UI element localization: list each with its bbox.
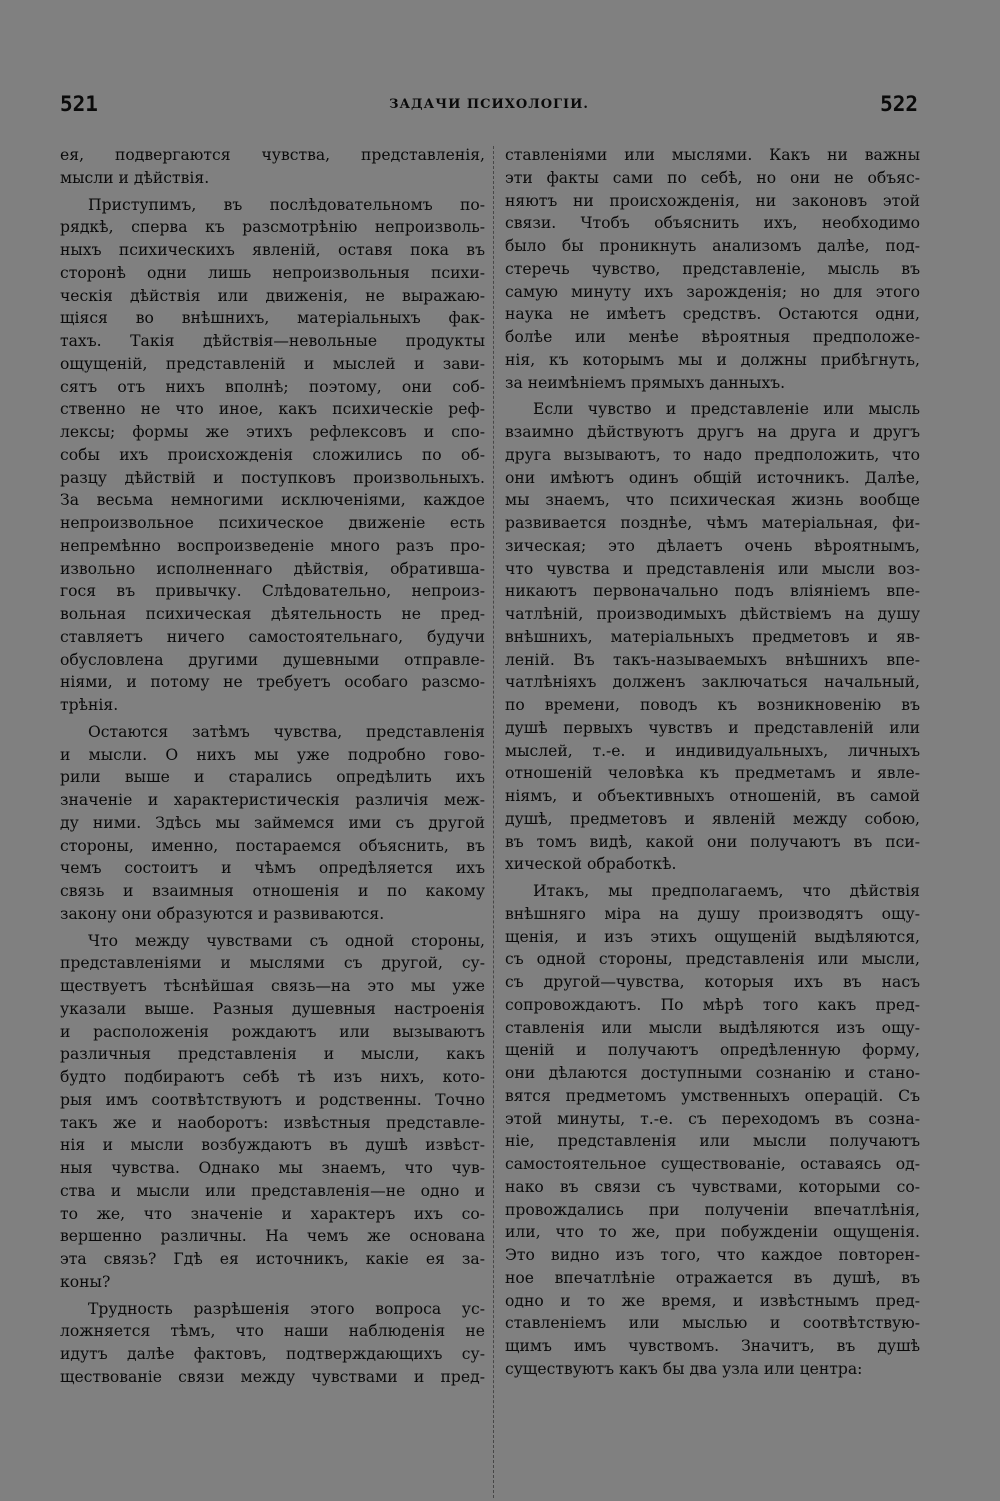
text-line: ніямъ, и объективныхъ отношеній, въ самой <box>505 787 920 805</box>
text-line: щіяся во внѣшнихъ, матеріальныхъ фак- <box>60 309 485 328</box>
text-line: ческія дѣйствія или движенія, не выражаю- <box>60 286 485 305</box>
text-line: мы знаемъ, что психическая жизнь вообще <box>505 491 920 510</box>
running-title: ЗАДАЧИ ПСИХОЛОГІИ. <box>389 97 589 112</box>
text-line: вольная психическая дѣятельность не пред- <box>60 605 485 623</box>
text-line: ществуетъ тѣснѣйшая связь—на это мы уже <box>60 977 485 995</box>
text-line: Если чувство и представленіе или мысль <box>533 400 920 419</box>
text-line: было бы проникнуть анализомъ далѣе, под- <box>505 237 920 255</box>
text-line: одно и то же время, и извѣстнымъ пред- <box>505 1291 920 1310</box>
text-line: хической обработкѣ. <box>505 855 677 874</box>
text-line: рыя имъ соотвѣтствуютъ и родственны. Точно <box>60 1090 485 1109</box>
paragraph <box>60 721 485 926</box>
text-line: самостоятельное существованіе, оставаясь од- <box>505 1155 920 1173</box>
text-line: связи. Чтобъ объяснить ихъ, необходимо <box>505 214 920 233</box>
text-line: непроизвольное психическое движеніе есть <box>60 514 485 532</box>
paragraph <box>505 880 920 1381</box>
text-line: зическая; это дѣлаетъ очень вѣроятнымъ, <box>505 536 920 555</box>
text-line: различныя представленія и мысли, какъ <box>60 1045 485 1064</box>
text-line: эта связь? Гдѣ ея источникъ, какіе ея за- <box>60 1250 485 1268</box>
text-line: съ одной стороны, представленія или мысли, <box>505 950 920 969</box>
text-line: чемъ состоитъ и чѣмъ опредѣляется ихъ <box>60 859 485 878</box>
text-line: эти факты сами по себѣ, но они не объяс- <box>505 168 920 187</box>
text-line: щеній и получаютъ опредѣленную форму, <box>505 1041 920 1060</box>
text-line: ществованіе связи между чувствами и пред- <box>60 1367 485 1386</box>
text-line: никаютъ первоначально подъ вліяніемъ впе- <box>505 582 920 601</box>
text-line: Что между чувствами съ одной стороны, <box>88 931 485 950</box>
text-line: душѣ первыхъ чувствъ и представленій или <box>505 718 920 737</box>
text-line: ставленія или мысли выдѣляются изъ ощу- <box>505 1018 920 1037</box>
text-line: наука не имѣетъ средствъ. Остаются одни, <box>505 305 920 324</box>
text-line: съ другой—чувства, которыя ихъ въ насъ <box>505 973 920 991</box>
text-line: за неимѣніемъ прямыхъ данныхъ. <box>505 373 786 392</box>
text-line: самую минуту ихъ зарожденія; но для этого <box>505 282 920 301</box>
text-line: такъ же и наоборотъ: извѣстныя представле- <box>60 1113 485 1132</box>
text-line: непремѣнно воспроизведеніе много разъ про- <box>60 536 485 555</box>
text-line: нія и мысли возбуждаютъ въ душѣ извѣст- <box>60 1136 485 1155</box>
text-line: ставленіями или мыслями. Какъ ни важны <box>505 146 920 164</box>
text-line: собы ихъ происхожденія сложились по об- <box>60 445 485 464</box>
text-line: развивается позднѣе, чѣмъ матеріальная, фи- <box>505 514 920 532</box>
text-line: идутъ далѣе фактовъ, подтверждающихъ су- <box>60 1345 485 1363</box>
text-line: указали выше. Разныя душевныя настроенія <box>60 999 485 1018</box>
text-line: обусловлена другими душевными отправле- <box>60 650 485 669</box>
right-column <box>505 144 920 1381</box>
text-line: внѣшнихъ, матеріальныхъ предметовъ и яв- <box>505 627 920 646</box>
text-line: леній. Въ такъ-называемыхъ внѣшнихъ впе- <box>505 650 920 669</box>
text-line: ственно не что иное, какъ психическіе реф- <box>60 400 485 419</box>
text-line: и расположенія рождаютъ или вызываютъ <box>60 1022 485 1041</box>
paragraph <box>505 398 920 876</box>
text-line: Остаются затѣмъ чувства, представленія <box>88 722 485 741</box>
text-line: ду ними. Здѣсь мы займемся ими съ другой <box>60 813 485 832</box>
text-line: ставляетъ ничего самостоятельнаго, будучи <box>60 627 485 646</box>
text-line: мысли и дѣйствія. <box>60 168 210 187</box>
text-line: нія, къ которымъ мы и должны прибѣгнуть, <box>505 350 920 369</box>
text-line: болѣе или менѣе вѣроятныя предположе- <box>505 328 920 346</box>
text-line: ставленіемъ или мыслью и соотвѣтствую- <box>505 1314 920 1333</box>
text-line: внѣшняго міра на душу производятъ ощу- <box>505 904 920 923</box>
text-line: Приступимъ, въ послѣдовательномъ по- <box>88 195 485 214</box>
text-line: связь и взаимныя отношенія и по какому <box>60 882 485 900</box>
text-line: по времени, поводъ къ возникновенію въ <box>505 696 920 714</box>
left-column <box>60 144 485 1389</box>
text-line: провождались при полученіи впечатлѣнія, <box>505 1200 920 1219</box>
text-line: рядкѣ, сперва къ разсмотрѣнію непроизволь- <box>60 218 485 237</box>
text-line: отношеній человѣка къ предметамъ и явле- <box>505 764 920 783</box>
text-line: представленіями и мыслями съ другой, су- <box>60 954 485 973</box>
text-line: Итакъ, мы предполагаемъ, что дѣйствія <box>533 882 920 900</box>
text-line: стеречь чувство, представленіе, мысль въ <box>505 259 920 278</box>
paragraph <box>60 194 485 717</box>
text-line: щимъ имъ чувствомъ. Значитъ, въ душѣ <box>505 1337 920 1355</box>
text-line: тахъ. Такія дѣйствія—невольные продукты <box>60 332 485 350</box>
text-line: этой минуты, т.-е. съ переходомъ въ созна- <box>505 1109 920 1128</box>
text-line: няютъ ни происхожденія, ни законовъ этой <box>505 191 920 210</box>
text-line: лексы; формы же этихъ рефлексовъ и спо- <box>60 423 485 441</box>
text-line: ніями, и потому не требуетъ особаго разсмо- <box>60 673 485 692</box>
text-line: взаимно дѣйствуютъ другъ на друга и другъ <box>505 423 920 441</box>
text-line: вершенно различны. На чемъ же основана <box>60 1227 485 1246</box>
text-line: разцу дѣйствій и поступковъ произвольныхъ. <box>60 468 485 487</box>
text-line: что чувства и представленія или мысли воз- <box>505 559 920 578</box>
text-line: они имѣютъ одинъ общій источникъ. Далѣе, <box>505 468 920 487</box>
text-line: ныхъ психическихъ явленій, оставя пока въ <box>60 241 485 259</box>
text-line: Это видно изъ того, что каждое повторен- <box>505 1246 920 1264</box>
text-line: коны? <box>60 1272 111 1291</box>
column-divider <box>493 146 495 1498</box>
text-line: то же, что значеніе и характеръ ихъ со- <box>60 1204 485 1223</box>
text-line: ніе, представленія или мысли получаютъ <box>505 1132 920 1151</box>
text-line: ныя чувства. Однако мы знаемъ, что чув- <box>60 1159 485 1177</box>
text-line: гося въ привычку. Слѣдовательно, непроиз- <box>60 582 485 601</box>
page-number-right: 522 <box>880 92 918 116</box>
text-line: сопровождаютъ. По мѣрѣ того какъ пред- <box>505 995 920 1014</box>
text-line: или, что то же, при побужденіи ощущенія. <box>505 1223 920 1242</box>
text-line: Трудность разрѣшенія этого вопроса ус- <box>88 1299 485 1318</box>
paragraph <box>505 144 920 394</box>
text-line: ощущеній, представленій и мыслей и зави- <box>60 354 485 373</box>
paragraph <box>60 930 485 1294</box>
page-number-left: 521 <box>60 92 98 116</box>
text-line: значеніе и характеристическія различія меж- <box>60 791 485 809</box>
text-line: щенія, и изъ этихъ ощущеній выдѣляются, <box>505 927 920 946</box>
text-line: ея, подвергаются чувства, представленія, <box>60 146 485 164</box>
text-line: и мысли. О нихъ мы уже подробно гово- <box>60 745 485 764</box>
text-line: ное впечатлѣніе отражается въ душѣ, въ <box>505 1268 920 1287</box>
text-line: въ томъ видѣ, какой они получаютъ въ пси- <box>505 832 920 851</box>
text-line: сятъ отъ нихъ вполнѣ; поэтому, они соб- <box>60 377 485 396</box>
text-line: За весьма немногими исключеніями, каждое <box>60 491 485 510</box>
text-line: рили выше и старались опредѣлить ихъ <box>60 768 485 787</box>
text-line: существуютъ какъ бы два узла или центра: <box>505 1359 863 1378</box>
page-header <box>60 92 918 122</box>
text-line: ложняется тѣмъ, что наши наблюденія не <box>60 1322 485 1341</box>
text-line: сторонѣ одни лишь непроизвольныя психи- <box>60 263 485 282</box>
text-line: они дѣлаются доступными сознанію и стано- <box>505 1064 920 1082</box>
text-line: душѣ, предметовъ и явленій между собою, <box>505 809 920 828</box>
text-line: нако въ связи съ чувствами, которыми со- <box>505 1177 920 1196</box>
text-line: трѣнія. <box>60 696 119 714</box>
text-line: чатлѣніяхъ долженъ заключаться начальный, <box>505 673 920 692</box>
text-line: друга вызываютъ, то надо предположить, что <box>505 445 920 464</box>
paragraph <box>60 1298 485 1389</box>
paragraph <box>60 144 485 190</box>
text-line: вятся предметомъ умственныхъ операцій. Съ <box>505 1086 920 1105</box>
text-line: будто подбираютъ себѣ тѣ изъ нихъ, кото- <box>60 1068 485 1086</box>
text-line: чатлѣній, производимыхъ дѣйствіемъ на душу <box>505 605 920 623</box>
text-line: стороны, именно, постараемся объяснить, въ <box>60 836 485 855</box>
text-line: извольно исполненнаго дѣйствія, обратившa- <box>60 559 485 578</box>
text-line: мыслей, т.-е. и индивидуальныхъ, личныхъ <box>505 741 920 760</box>
text-line: закону они образуются и развиваются. <box>60 904 385 923</box>
text-line: ства и мысли или представленія—не одно и <box>60 1181 485 1200</box>
